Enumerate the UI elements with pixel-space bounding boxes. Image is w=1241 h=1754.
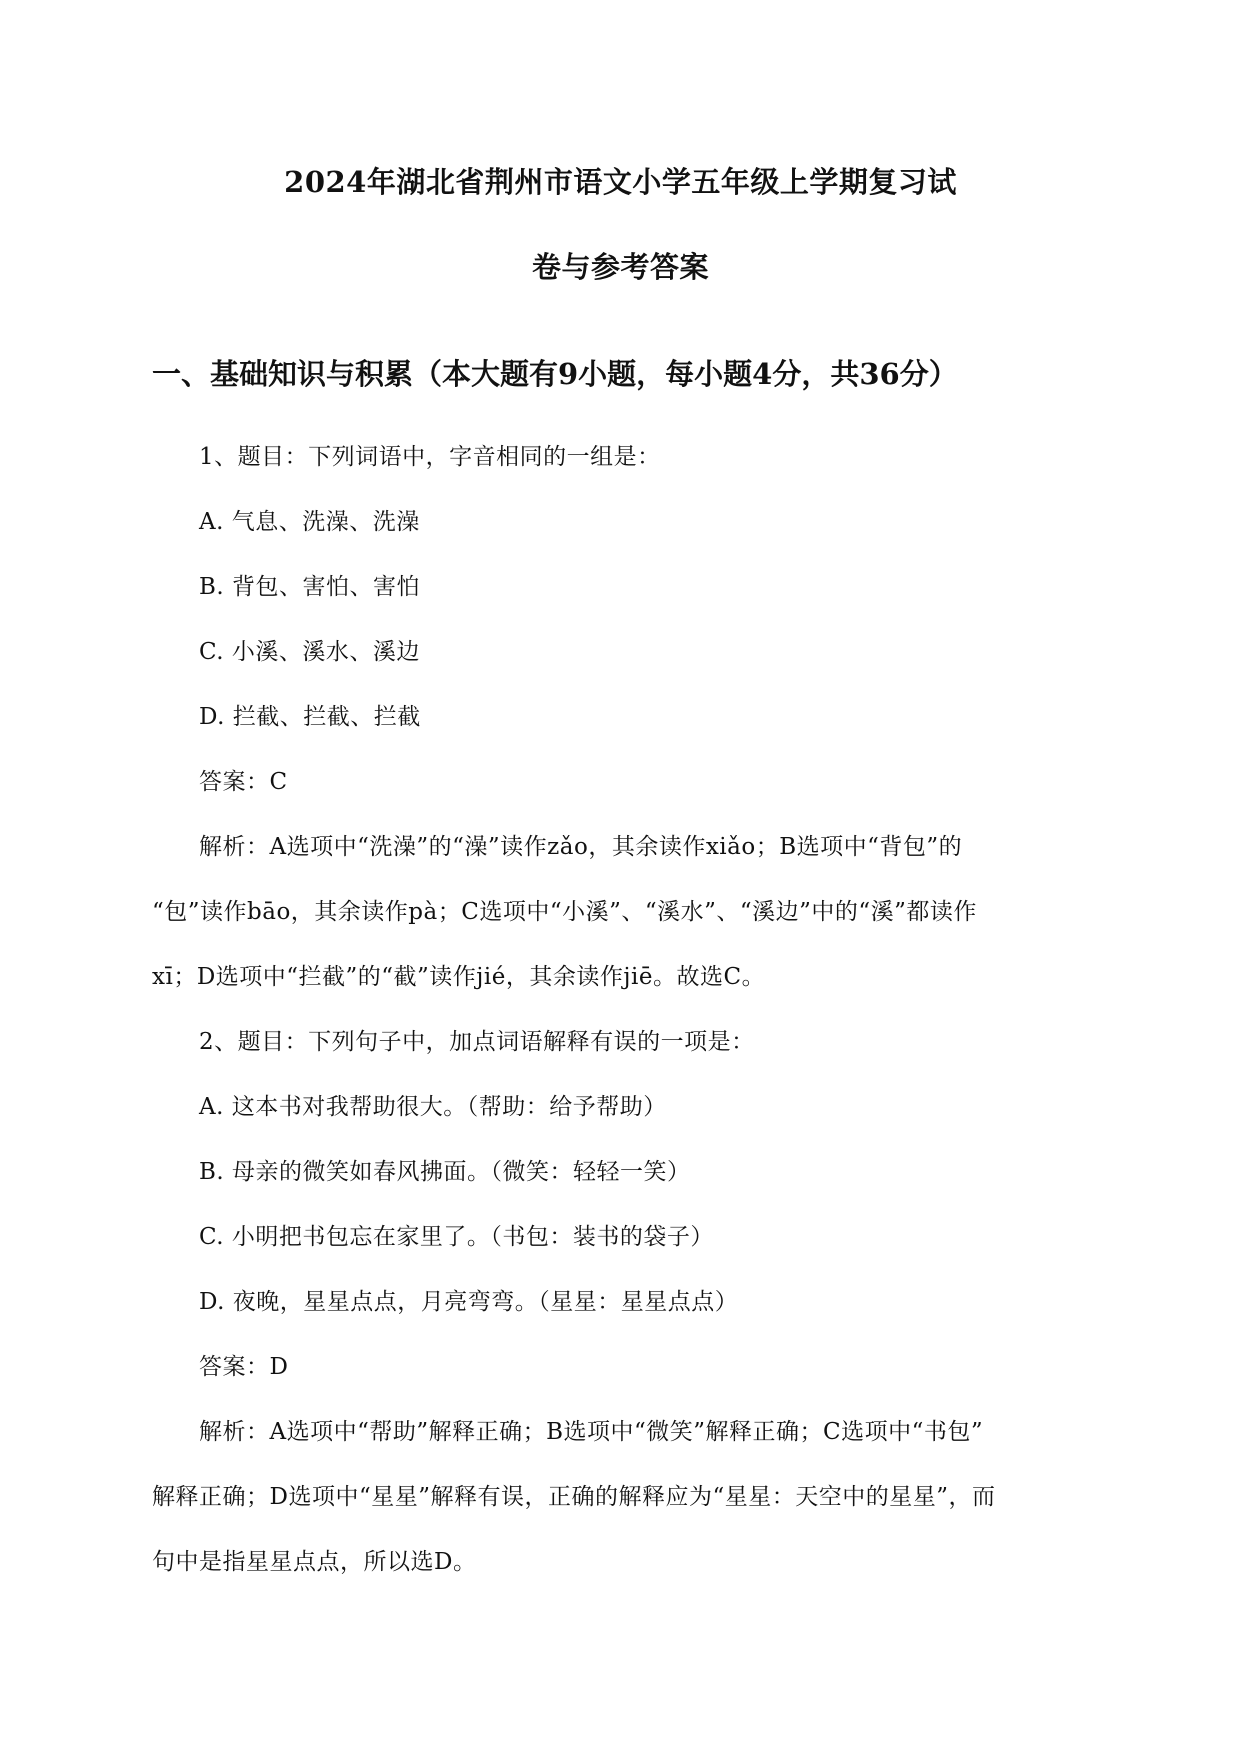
question-1-analysis-line: xī；D选项中“拦截”的“截”读作jié，其余读作jiē。故选C。: [152, 964, 766, 990]
document-title-line-1: 2024年湖北省荆州市语文小学五年级上学期复习试: [284, 165, 957, 199]
question-1-analysis-line: 解析：A选项中“洗澡”的“澡”读作zǎo，其余读作xiǎo；B选项中“背包”的: [199, 834, 963, 860]
question-2-prompt: 2、题目：下列句子中，加点词语解释有误的一项是：: [199, 1029, 755, 1055]
section-heading: 一、基础知识与积累（本大题有9小题，每小题4分，共36分）: [152, 357, 958, 391]
question-1-option-a: A. 气息、洗澡、洗澡: [199, 509, 420, 535]
question-2-answer: 答案：D: [199, 1354, 289, 1380]
question-1-option-c: C. 小溪、溪水、溪边: [199, 639, 420, 665]
question-2-analysis-line: 解析：A选项中“帮助”解释正确；B选项中“微笑”解释正确；C选项中“书包”: [199, 1419, 984, 1445]
question-1-answer: 答案：C: [199, 769, 288, 795]
question-2-option-a: A. 这本书对我帮助很大。（帮助：给予帮助）: [199, 1094, 667, 1120]
question-1-option-b: B. 背包、害怕、害怕: [199, 574, 421, 600]
question-1-prompt: 1、题目：下列词语中，字音相同的一组是：: [199, 444, 661, 470]
question-2-analysis-line: 解释正确；D选项中“星星”解释有误，正确的解释应为“星星：天空中的星星”，而: [152, 1484, 996, 1510]
question-2-option-d: D. 夜晚，星星点点，月亮弯弯。（星星：星星点点）: [199, 1289, 739, 1315]
question-1-option-d: D. 拦截、拦截、拦截: [199, 704, 421, 730]
document-title-line-2: 卷与参考答案: [531, 250, 709, 284]
question-2-option-c: C. 小明把书包忘在家里了。（书包：装书的袋子）: [199, 1224, 714, 1250]
question-2-analysis-line: 句中是指星星点点，所以选D。: [152, 1549, 477, 1575]
question-1-analysis-line: “包”读作bāo，其余读作pà；C选项中“小溪”、“溪水”、“溪边”中的“溪”都读作: [152, 899, 977, 925]
question-2-option-b: B. 母亲的微笑如春风拂面。（微笑：轻轻一笑）: [199, 1159, 691, 1185]
